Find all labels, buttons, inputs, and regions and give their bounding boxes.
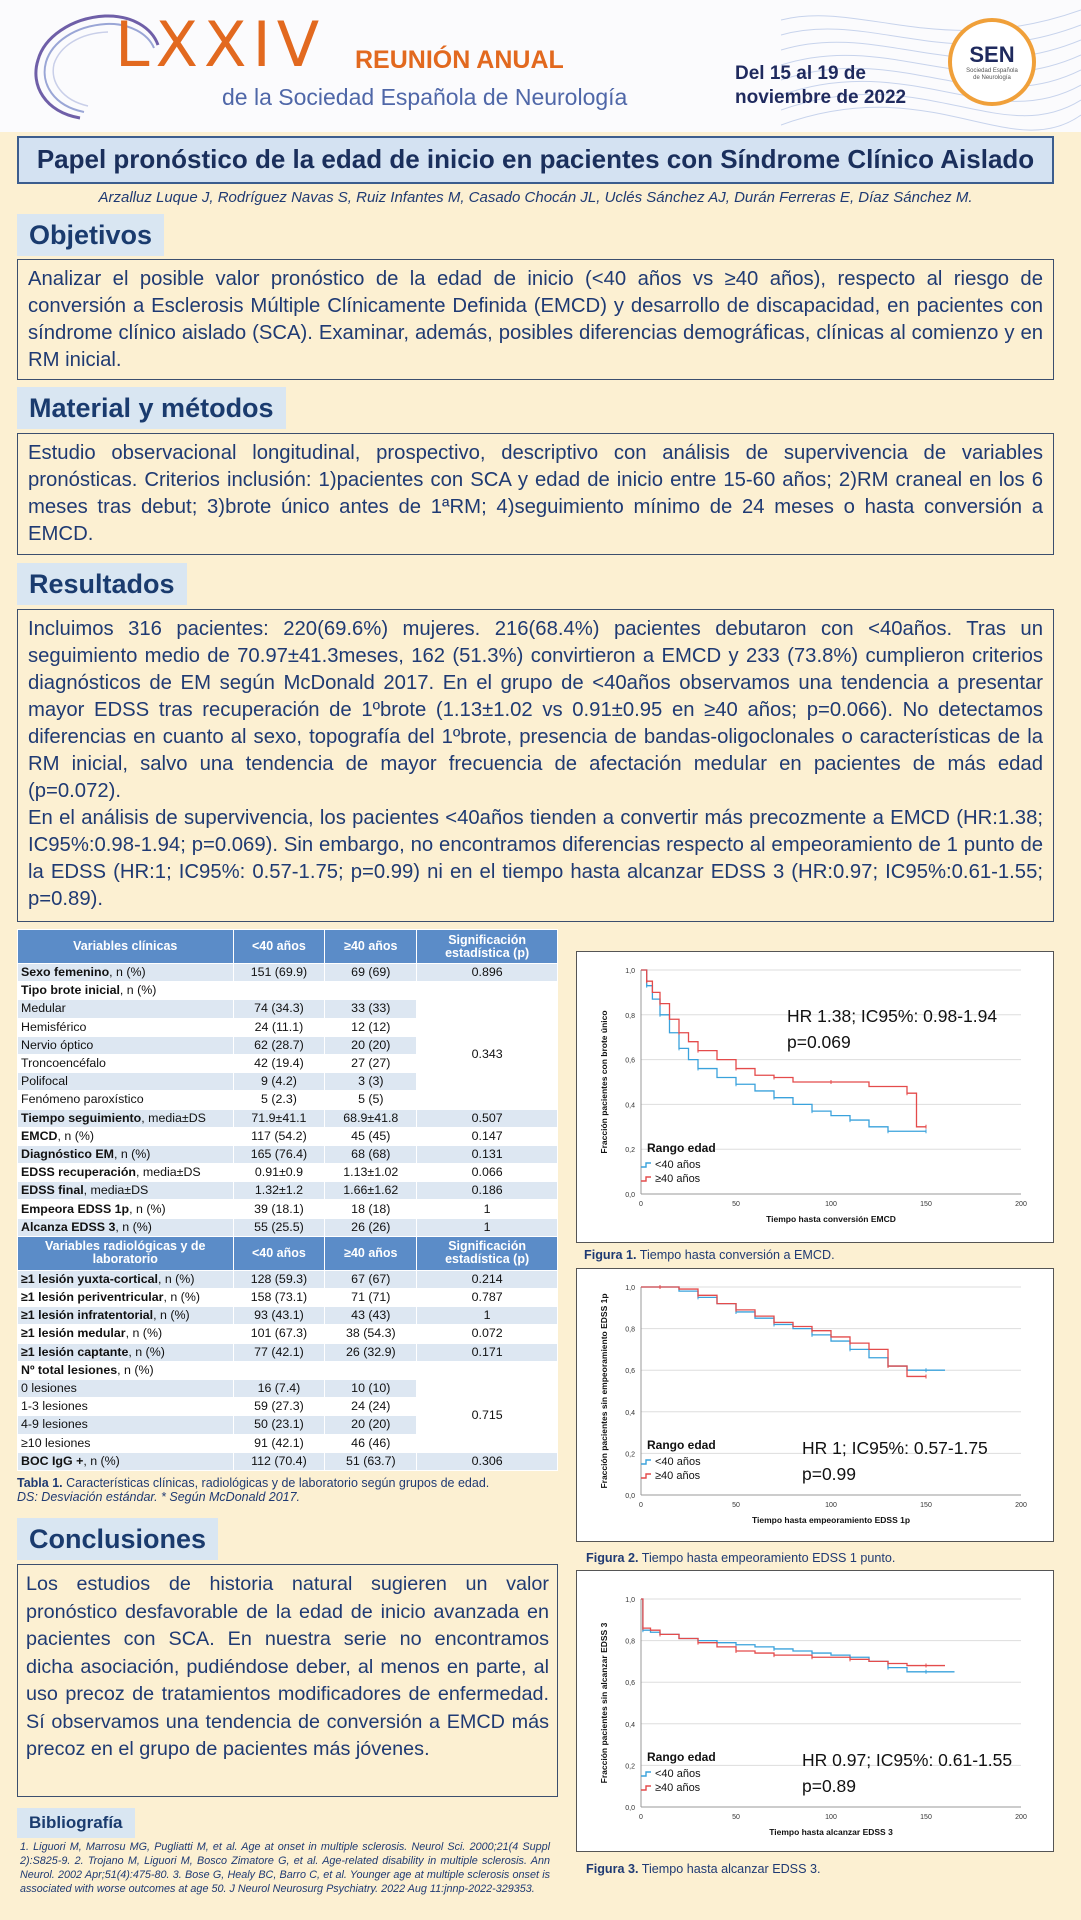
clinical-over40: 1.13±1.02 — [325, 1164, 417, 1182]
y-tick-label: 0,6 — [625, 1680, 635, 1688]
clinical-over40: 33 (33) — [325, 1000, 417, 1018]
series-line-under40 — [641, 970, 926, 1131]
variable-bold: Alcanza EDSS 3 — [21, 1219, 116, 1234]
y-axis-label: Fracción pacientes con brote único — [599, 1010, 609, 1154]
table-row — [18, 1452, 558, 1470]
conclusiones-text: Los estudios de historia natural sugieren un valor pronóstico desfavorable de la edad de inicio avanzada en pacientes con SCA. En nuestra serie no encontramos dicha asociación, pudiéndose deber, al menos en parte, al uso precoz de tratamientos modificadores de enfermedad. Sí observamos una tendencia de conversión a EMCD más precoz en el grupo de pacientes más jóvenes. — [17, 1564, 558, 1797]
y-tick-label: 0,2 — [625, 1763, 635, 1771]
variable-bold: EDSS final — [21, 1183, 84, 1198]
y-tick-label: 0,0 — [625, 1493, 635, 1500]
variable-text: , n (%) — [83, 1453, 120, 1468]
bibliografia-text: 1. Liguori M, Marrosu MG, Pugliatti M, et al. Age at onset in multiple sclerosis. Neurol Sci. 2000;21(4 Suppl 2):S825-9. 2. Trojano M, Liguori M, Bosco Zimatore G, et al. Age-related disability in multiple sclerosis. Ann Neurol. 2002 Apr;51(4):475-80. 3. Bose G, Healy BC, Barro C, et al. Younger age at multiple sclerosis onset is associated with worse outcomes at age 50. J Neurol Neurosurg Psychiatry. 2022 Aug 11:jnnp-2022-329353. — [20, 1841, 550, 1895]
figure-3-caption-label: Figura 3. — [586, 1862, 639, 1876]
radiological-variable — [18, 1307, 234, 1325]
authors: Arzalluz Luque J, Rodríguez Navas S, Ruiz Infantes M, Casado Chocán JL, Uclés Sánchez AJ, Durán Ferreras E, Díaz Sánchez M. — [98, 189, 973, 206]
radiological-under40: 158 (73.1) — [233, 1289, 325, 1307]
variable-text: Troncoencéfalo — [21, 1056, 106, 1071]
radiological-variable — [18, 1289, 234, 1307]
figure-1-caption — [584, 1248, 835, 1262]
clinical-under40: 62 (28.7) — [233, 1036, 325, 1054]
radiological-variable — [18, 1343, 234, 1361]
th-significance-2: Significación estadística (p) — [417, 1236, 558, 1270]
radiological-p-value: 0.171 — [417, 1343, 558, 1361]
x-tick-label: 100 — [825, 1814, 837, 1821]
table-row — [18, 964, 558, 982]
legend-swatch — [641, 1786, 651, 1790]
clinical-under40: 0.91±0.9 — [233, 1164, 325, 1182]
variable-text: , n (%) — [115, 1219, 152, 1234]
variable-text: , n (%) — [113, 1146, 151, 1161]
meeting-dates — [735, 62, 906, 110]
y-tick-label: 0,0 — [625, 1805, 635, 1812]
variable-bold: EDSS recuperación — [21, 1165, 137, 1180]
legend-swatch — [641, 1177, 651, 1181]
hr-annotation: HR 1; IC95%: 0.57-1.75 — [802, 1438, 988, 1458]
radiological-over40: 38 (54.3) — [325, 1325, 417, 1343]
clinical-under40: 165 (76.4) — [233, 1145, 325, 1163]
radiological-under40: 91 (42.1) — [233, 1434, 325, 1452]
clinical-under40 — [233, 982, 325, 1000]
resultados-paragraph-2: En el análisis de supervivencia, los pacientes <40años tienden a convertir más precozmente a EMCD (HR:1.38; IC95%:0.98-1.94; p=0.069). Sin embargo, no encontramos diferencias respecto al empeoramiento de 1 punto de la EDSS (HR:1; IC95%: 0.57-1.75; p=0.99) ni en el tiempo hasta alcanzar EDSS 3 (HR:0.97; IC95%:0.61-1.55; p=0.89). — [28, 807, 1043, 910]
radiological-under40: 59 (27.3) — [233, 1398, 325, 1416]
y-axis-label: Fracción pacientes sin empeoramiento EDSS 1p — [599, 1293, 609, 1489]
series-line-over40 — [641, 1599, 945, 1666]
variable-text: , n (%) — [157, 1271, 195, 1286]
x-axis-label: Tiempo hasta conversión EMCD — [766, 1214, 896, 1224]
legend-label: ≥40 años — [655, 1470, 701, 1482]
logo-sub-1: Sociedad Española — [966, 68, 1018, 74]
resultados-text — [17, 609, 1054, 922]
figure-3-caption — [586, 1862, 821, 1876]
table-row — [18, 1127, 558, 1145]
radiological-over40: 67 (67) — [325, 1270, 417, 1288]
radiological-variable — [18, 1325, 234, 1343]
date-line-1: Del 15 al 19 de — [735, 63, 866, 84]
clinical-over40: 27 (27) — [325, 1054, 417, 1072]
legend-label: <40 años — [655, 1159, 701, 1171]
clinical-variable — [18, 964, 234, 982]
table-row — [18, 982, 558, 1000]
table-row — [18, 1182, 558, 1200]
radiological-over40 — [325, 1361, 417, 1379]
variable-bold: EMCD — [21, 1128, 58, 1143]
table-row — [18, 1200, 558, 1218]
x-tick-label: 100 — [825, 1502, 837, 1509]
figure-3-chart — [577, 1571, 1052, 1850]
clinical-variable — [18, 1109, 234, 1127]
variable-text: Nervio óptico — [21, 1037, 94, 1052]
clinical-variable — [18, 1145, 234, 1163]
x-tick-label: 50 — [732, 1814, 740, 1821]
variable-text: Hemisférico — [21, 1019, 87, 1034]
x-tick-label: 0 — [639, 1502, 643, 1509]
table-caption-text: Características clínicas, radiológicas y de laboratorio según grupos de edad. — [62, 1476, 490, 1490]
y-tick-label: 0,4 — [625, 1721, 635, 1729]
clinical-variable — [18, 1182, 234, 1200]
clinical-p-value: 0.147 — [417, 1127, 558, 1145]
x-tick-label: 200 — [1015, 1502, 1027, 1509]
table-caption-label: Tabla 1. — [17, 1476, 63, 1490]
radiological-p-value: 0.072 — [417, 1325, 558, 1343]
x-axis-label: Tiempo hasta alcanzar EDSS 3 — [769, 1827, 893, 1837]
clinical-variable — [18, 1018, 234, 1036]
variable-bold: Tipo brote inicial — [21, 983, 120, 998]
poster-title: Papel pronóstico de la edad de inicio en pacientes con Síndrome Clínico Aislado — [17, 136, 1054, 184]
clinical-over40: 12 (12) — [325, 1018, 417, 1036]
variable-text: , n (%) — [109, 965, 146, 980]
clinical-variable — [18, 1200, 234, 1218]
variable-text: 4-9 lesiones — [21, 1417, 88, 1432]
clinical-p-value: 0.131 — [417, 1145, 558, 1163]
clinical-over40: 68.9±41.8 — [325, 1109, 417, 1127]
clinical-under40: 9 (4.2) — [233, 1073, 325, 1091]
variable-bold: ≥1 lesión medular — [21, 1326, 126, 1341]
y-tick-label: 0,8 — [625, 1012, 635, 1020]
clinical-p-value: 1 — [417, 1200, 558, 1218]
radiological-variable — [18, 1270, 234, 1288]
table-row — [18, 1343, 558, 1361]
clinical-variable — [18, 1054, 234, 1072]
variable-bold: BOC IgG + — [21, 1453, 84, 1468]
clinical-variable — [18, 1073, 234, 1091]
clinical-p-value: 0.343 — [417, 1000, 558, 1109]
clinical-variable — [18, 1127, 234, 1145]
th-variables: Variables clínicas — [18, 930, 234, 964]
x-tick-label: 150 — [920, 1502, 932, 1509]
clinical-under40: 5 (2.3) — [233, 1091, 325, 1109]
radiological-variable — [18, 1379, 234, 1397]
variable-text: , n (%) — [129, 1201, 166, 1216]
radiological-under40: 128 (59.3) — [233, 1270, 325, 1288]
y-tick-label: 0,8 — [625, 1638, 635, 1646]
p-annotation: p=0.99 — [802, 1464, 857, 1484]
variable-text: , n (%) — [153, 1308, 190, 1323]
bibliografia-heading: Bibliografía — [17, 1808, 135, 1838]
header-banner — [0, 0, 1081, 132]
clinical-table — [17, 929, 558, 1471]
legend-swatch — [641, 1460, 651, 1464]
clinical-under40: 39 (18.1) — [233, 1200, 325, 1218]
series-line-under40 — [641, 1599, 955, 1672]
table-1 — [17, 929, 558, 1471]
y-tick-label: 0,4 — [625, 1409, 635, 1417]
variable-text: , media±DS — [83, 1183, 149, 1198]
clinical-over40: 45 (45) — [325, 1127, 417, 1145]
legend-title: Rango edad — [647, 1141, 716, 1155]
clinical-under40: 1.32±1.2 — [233, 1182, 325, 1200]
clinical-under40: 55 (25.5) — [233, 1218, 325, 1236]
hr-annotation: HR 1.38; IC95%: 0.98-1.94 — [787, 1006, 998, 1026]
figure-1 — [576, 951, 1054, 1243]
p-annotation: p=0.89 — [802, 1776, 857, 1796]
variable-bold: ≥1 lesión periventricular — [21, 1290, 164, 1305]
date-line-2: noviembre de 2022 — [735, 87, 907, 108]
table-row — [18, 1218, 558, 1236]
radiological-under40: 50 (23.1) — [233, 1416, 325, 1434]
roman-numeral: LXXIV — [115, 8, 326, 81]
table-row — [18, 1325, 558, 1343]
table-row — [18, 1164, 558, 1182]
logo-sub-2: de Neurología — [973, 75, 1011, 81]
resultados-paragraph-1: Incluimos 316 pacientes: 220(69.6%) mujeres. 216(68.4%) pacientes debutaron con <40años. Tras un seguimiento medio de 70.97±41.3meses, 162 (51.3%) convirtieron a EMCD y 233 (73.8%) cumplieron criterios diagnósticos de EM según McDonald 2017. En el grupo de <40años observamos una tendencia a presentar mayor EDSS tras recuperación de 1ºbrote (1.13±1.02 vs 0.91±0.95 en ≥40 años; p=0.066). No detectamos diferencias en cuanto al sexo, topografía del 1ºbrote, presencia de bandas-oligoclonales o características de la RM inicial, salvo una tendencia de mayor frecuencia de afectación medular en pacientes de más edad (p=0.072). — [28, 618, 1043, 802]
x-tick-label: 150 — [920, 1814, 932, 1821]
clinical-variable — [18, 1036, 234, 1054]
y-tick-label: 0,8 — [625, 1326, 635, 1334]
figure-2-caption-text: Tiempo hasta empeoramiento EDSS 1 punto. — [638, 1551, 896, 1565]
clinical-over40: 68 (68) — [325, 1145, 417, 1163]
y-tick-label: 0,0 — [625, 1192, 635, 1199]
legend-swatch — [641, 1474, 651, 1478]
legend-label: ≥40 años — [655, 1782, 701, 1794]
clinical-over40: 20 (20) — [325, 1036, 417, 1054]
y-tick-label: 1,0 — [625, 1285, 635, 1292]
y-tick-label: 1,0 — [625, 968, 635, 975]
table-row — [18, 1145, 558, 1163]
table-row — [18, 1109, 558, 1127]
clinical-under40: 71.9±41.1 — [233, 1109, 325, 1127]
th-variables-2: Variables radiológicas y de laboratorio — [18, 1236, 234, 1270]
conclusiones-heading: Conclusiones — [17, 1518, 218, 1560]
table-row — [18, 1379, 558, 1397]
y-tick-label: 0,2 — [625, 1451, 635, 1459]
x-tick-label: 50 — [732, 1502, 740, 1509]
variable-text: Fenómeno paroxístico — [21, 1092, 144, 1107]
radiological-variable — [18, 1416, 234, 1434]
radiological-under40: 112 (70.4) — [233, 1452, 325, 1470]
legend-label: ≥40 años — [655, 1173, 701, 1185]
clinical-p-value — [417, 982, 558, 1000]
x-tick-label: 50 — [732, 1201, 740, 1208]
legend-swatch — [641, 1772, 651, 1776]
clinical-p-value: 0.896 — [417, 964, 558, 982]
radiological-over40: 10 (10) — [325, 1379, 417, 1397]
clinical-over40: 1.66±1.62 — [325, 1182, 417, 1200]
th-under40: <40 años — [233, 930, 325, 964]
radiological-p-value: 0.715 — [417, 1379, 558, 1452]
table-row — [18, 1361, 558, 1379]
objetivos-heading: Objetivos — [17, 214, 164, 256]
x-tick-label: 100 — [825, 1201, 837, 1208]
y-tick-label: 0,2 — [625, 1147, 635, 1155]
legend-label: <40 años — [655, 1456, 701, 1468]
y-tick-label: 0,4 — [625, 1102, 635, 1110]
variable-bold: Sexo femenino — [21, 965, 110, 980]
figure-3 — [576, 1570, 1054, 1852]
variable-text: , n (%) — [117, 1362, 154, 1377]
x-tick-label: 0 — [639, 1814, 643, 1821]
radiological-p-value — [417, 1361, 558, 1379]
radiological-variable — [18, 1361, 234, 1379]
figure-2-chart — [577, 1269, 1052, 1540]
clinical-over40: 5 (5) — [325, 1091, 417, 1109]
x-tick-label: 0 — [639, 1201, 643, 1208]
variable-text: , n (%) — [57, 1128, 94, 1143]
radiological-under40: 77 (42.1) — [233, 1343, 325, 1361]
figure-2-caption-label: Figura 2. — [586, 1551, 639, 1565]
variable-text: , n (%) — [125, 1326, 163, 1341]
variable-text: Medular — [21, 1001, 66, 1016]
table-caption-note: DS: Desviación estándar. * Según McDonald 2017. — [17, 1490, 301, 1504]
legend-title: Rango edad — [647, 1750, 716, 1764]
x-tick-label: 200 — [1015, 1814, 1027, 1821]
clinical-over40: 3 (3) — [325, 1073, 417, 1091]
y-tick-label: 0,6 — [625, 1057, 635, 1065]
radiological-under40: 101 (67.3) — [233, 1325, 325, 1343]
x-axis-label: Tiempo hasta empeoramiento EDSS 1p — [751, 1515, 911, 1525]
clinical-over40: 18 (18) — [325, 1200, 417, 1218]
radiological-under40: 16 (7.4) — [233, 1379, 325, 1397]
variable-bold: Nº total lesiones — [21, 1362, 118, 1377]
radiological-variable — [18, 1398, 234, 1416]
variable-text: , media±DS — [136, 1165, 201, 1180]
variable-bold: ≥1 lesión infratentorial — [21, 1308, 154, 1323]
clinical-p-value: 0.186 — [417, 1182, 558, 1200]
radiological-p-value: 0.306 — [417, 1452, 558, 1470]
figure-1-chart — [577, 952, 1052, 1241]
variable-bold: Empeora EDSS 1p — [21, 1201, 130, 1216]
objetivos-text: Analizar el posible valor pronóstico de la edad de inicio (<40 años vs ≥40 años), respecto al riesgo de conversión a Esclerosis Múltiple Clínicamente Definida (EMCD) y desarrollo de discapacidad, en pacientes con síndrome clínico aislado (SCA). Examinar, además, posibles diferencias demográficas, clínicas al comienzo y en RM inicial. — [17, 259, 1054, 380]
legend-label: <40 años — [655, 1768, 701, 1780]
variable-text: , media±DS — [141, 1110, 206, 1125]
radiological-over40: 20 (20) — [325, 1416, 417, 1434]
variable-text: , n (%) — [128, 1344, 165, 1359]
variable-text: , n (%) — [163, 1290, 200, 1305]
variable-bold: Diagnóstico EM — [21, 1146, 114, 1161]
sen-logo — [948, 18, 1036, 106]
clinical-under40: 42 (19.4) — [233, 1054, 325, 1072]
logo-text: SEN — [969, 42, 1015, 67]
table-row — [18, 1289, 558, 1307]
radiological-under40: 93 (43.1) — [233, 1307, 325, 1325]
series-line-over40 — [641, 1287, 926, 1376]
th-over40: ≥40 años — [325, 930, 417, 964]
clinical-under40: 74 (34.3) — [233, 1000, 325, 1018]
clinical-over40 — [325, 982, 417, 1000]
th-under40-2: <40 años — [233, 1236, 325, 1270]
variable-text: ≥10 lesiones — [21, 1435, 91, 1450]
clinical-variable — [18, 1000, 234, 1018]
society-name: de la Sociedad Española de Neurología — [222, 84, 628, 110]
figure-3-caption-text: Tiempo hasta alcanzar EDSS 3. — [638, 1862, 821, 1876]
table-row — [18, 1000, 558, 1018]
metodos-heading: Material y métodos — [17, 387, 286, 429]
table-row — [18, 1307, 558, 1325]
clinical-p-value: 1 — [417, 1218, 558, 1236]
x-tick-label: 150 — [920, 1201, 932, 1208]
y-axis-label: Fracción pacientes sin alcanzar EDSS 3 — [599, 1622, 609, 1784]
radiological-over40: 24 (24) — [325, 1398, 417, 1416]
clinical-under40: 151 (69.9) — [233, 964, 325, 982]
radiological-under40 — [233, 1361, 325, 1379]
legend-title: Rango edad — [647, 1438, 716, 1452]
variable-text: , n (%) — [119, 983, 157, 998]
variable-text: Polifocal — [21, 1074, 68, 1089]
clinical-p-value: 0.507 — [417, 1109, 558, 1127]
legend-swatch — [641, 1163, 651, 1167]
radiological-over40: 26 (32.9) — [325, 1343, 417, 1361]
radiological-over40: 46 (46) — [325, 1434, 417, 1452]
radiological-over40: 71 (71) — [325, 1289, 417, 1307]
metodos-text: Estudio observacional longitudinal, prospectivo, descriptivo con análisis de supervivencia de variables pronósticas. Criterios inclusión: 1)pacientes con SCA y edad de inicio entre 15-60 años; 2)RM craneal en los 6 meses tras debut; 3)brote único antes de 1ªRM; 4)seguimiento mínimo de 24 meses o hasta conversión a EMCD. — [17, 433, 1054, 555]
clinical-over40: 26 (26) — [325, 1218, 417, 1236]
figure-1-caption-label: Figura 1. — [584, 1248, 637, 1262]
radiological-p-value: 1 — [417, 1307, 558, 1325]
hr-annotation: HR 0.97; IC95%: 0.61-1.55 — [802, 1750, 1013, 1770]
figure-2-caption — [586, 1551, 895, 1565]
figure-2 — [576, 1268, 1054, 1542]
variable-text: 1-3 lesiones — [21, 1399, 88, 1414]
clinical-variable — [18, 1218, 234, 1236]
meeting-name: REUNIÓN ANUAL — [355, 46, 564, 74]
variable-bold: Tiempo seguimiento — [21, 1110, 142, 1125]
variable-bold: ≥1 lesión yuxta-cortical — [21, 1271, 158, 1286]
figure-1-caption-text: Tiempo hasta conversión a EMCD. — [636, 1248, 835, 1262]
table-row — [18, 1270, 558, 1288]
clinical-variable — [18, 982, 234, 1000]
clinical-variable — [18, 1164, 234, 1182]
radiological-over40: 51 (63.7) — [325, 1452, 417, 1470]
x-tick-label: 200 — [1015, 1201, 1027, 1208]
y-tick-label: 0,6 — [625, 1368, 635, 1376]
variable-text: 0 lesiones — [21, 1381, 77, 1396]
p-annotation: p=0.069 — [787, 1032, 851, 1052]
clinical-under40: 24 (11.1) — [233, 1018, 325, 1036]
radiological-p-value: 0.214 — [417, 1270, 558, 1288]
radiological-p-value: 0.787 — [417, 1289, 558, 1307]
th-over40-2: ≥40 años — [325, 1236, 417, 1270]
radiological-over40: 43 (43) — [325, 1307, 417, 1325]
radiological-variable — [18, 1452, 234, 1470]
clinical-over40: 69 (69) — [325, 964, 417, 982]
radiological-variable — [18, 1434, 234, 1452]
clinical-variable — [18, 1091, 234, 1109]
resultados-heading: Resultados — [17, 563, 187, 605]
clinical-p-value: 0.066 — [417, 1164, 558, 1182]
th-significance: Significación estadística (p) — [417, 930, 558, 964]
clinical-under40: 117 (54.2) — [233, 1127, 325, 1145]
y-tick-label: 1,0 — [625, 1597, 635, 1604]
variable-bold: ≥1 lesión captante — [21, 1344, 129, 1359]
table-caption — [17, 1476, 562, 1504]
